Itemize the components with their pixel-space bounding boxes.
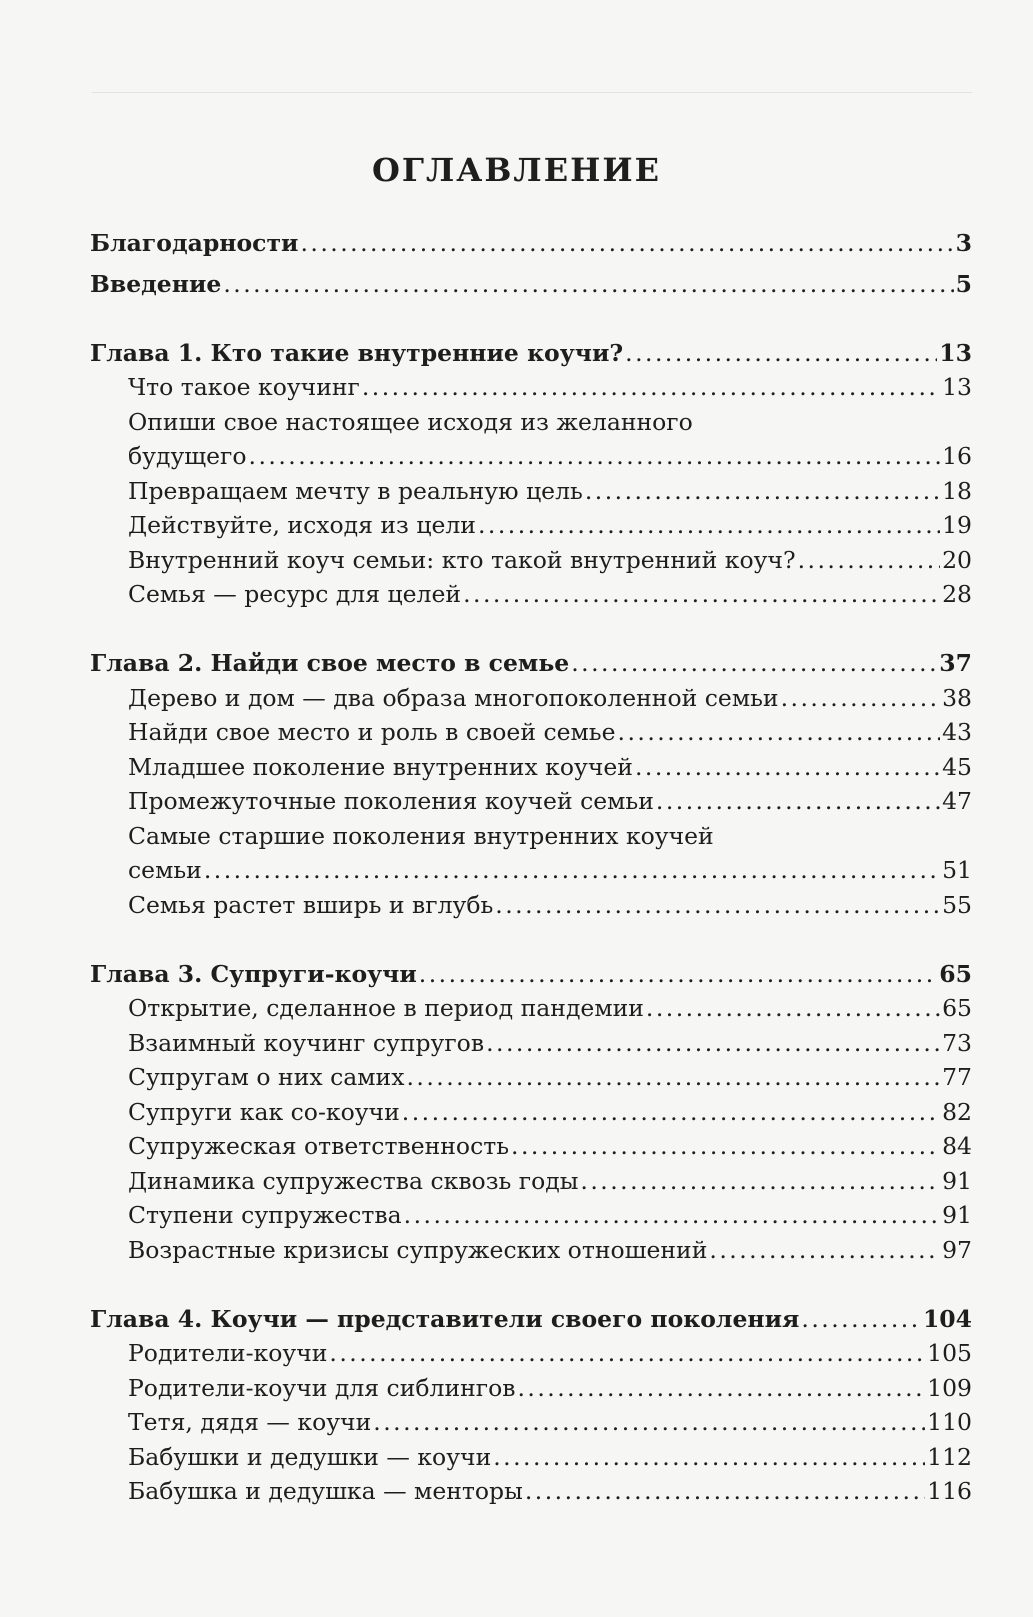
toc-dot-leader [404, 1198, 940, 1233]
toc-entry-label: семьи [128, 856, 202, 884]
toc-dot-leader [406, 1060, 940, 1095]
toc-page-number: 91 [942, 1166, 972, 1195]
toc-dot-leader [525, 1474, 925, 1509]
toc-section-entry [90, 1371, 972, 1406]
toc-section-entry [90, 715, 972, 750]
toc-entry-label: Глава 4. Коучи — представители своего поколения [90, 1304, 800, 1333]
toc-section-entry [90, 784, 972, 819]
toc-dot-leader [781, 681, 941, 716]
toc-spacer [90, 1267, 972, 1302]
toc-section-entry [90, 991, 972, 1026]
toc-section-entry [90, 1198, 972, 1233]
toc-entry-label: Действуйте, исходя из цели [128, 511, 476, 539]
toc-dot-leader [204, 853, 940, 888]
toc-dot-leader [580, 1164, 940, 1199]
toc-page-number: 112 [927, 1442, 972, 1471]
toc-page-number: 65 [939, 959, 972, 988]
toc-page-number: 73 [942, 1028, 972, 1057]
toc-dot-leader [517, 1371, 925, 1406]
toc-section-entry [90, 1405, 972, 1440]
toc-page-number: 20 [942, 545, 972, 574]
toc-entry-label: Открытие, сделанное в период пандемии [128, 994, 644, 1022]
toc-entry-label: Глава 3. Супруги-коучи [90, 959, 417, 988]
toc-page-number: 116 [927, 1477, 972, 1505]
toc-entry-label: Введение [90, 269, 222, 298]
toc-dot-leader [478, 508, 940, 543]
toc-page-number: 5 [955, 269, 972, 298]
toc-entry-label: Родители-коучи [128, 1339, 328, 1367]
toc-dot-leader [249, 439, 941, 474]
toc-page-number: 19 [942, 511, 972, 539]
toc-dot-leader [571, 646, 937, 681]
toc-entry-label: Возрастные кризисы супружеских отношений [128, 1235, 708, 1264]
toc-section-entry [90, 1474, 972, 1509]
toc-page-number: 91 [942, 1201, 972, 1229]
toc-entry-label: Опиши свое настоящее исходя из желанного [128, 407, 693, 436]
toc-chapter-entry [90, 957, 972, 992]
toc-section-entry [90, 1129, 972, 1164]
toc-entry-label: Благодарности [90, 229, 299, 257]
toc-dot-leader [493, 1440, 925, 1475]
toc-page-number: 109 [927, 1373, 972, 1402]
toc-entry-label: Что такое коучинг [128, 373, 360, 401]
toc-dot-leader [656, 784, 940, 819]
toc-section-entry [90, 750, 972, 785]
toc-page-number: 110 [927, 1408, 972, 1436]
toc-page-number: 104 [922, 1304, 972, 1333]
toc-page-number: 45 [942, 752, 972, 781]
toc-section-entry [90, 1095, 972, 1130]
toc-dot-leader [709, 1233, 940, 1268]
toc-dot-leader [625, 336, 937, 371]
toc-entry-label: Найди свое место и роль в своей семье [128, 718, 616, 746]
toc-page-number: 3 [955, 229, 972, 257]
toc-page-number: 37 [939, 649, 972, 677]
toc-dot-leader [463, 577, 940, 612]
toc-entry-label: будущего [128, 442, 247, 470]
toc-dot-leader [329, 1336, 925, 1371]
toc-entry-label: Супругам о них самих [128, 1063, 405, 1091]
toc-entry-label: Динамика супружества сквозь годы [128, 1166, 579, 1195]
toc-page-number: 51 [942, 856, 972, 884]
toc-entry-label: Супруги как со-коучи [128, 1097, 400, 1126]
page-title: ОГЛАВЛЕНИЕ [372, 151, 661, 189]
toc-page-number: 55 [942, 890, 972, 919]
toc-entry-label: Бабушки и дедушки — коучи [128, 1442, 492, 1471]
toc-page-number: 65 [942, 994, 972, 1022]
toc-page-number: 47 [942, 787, 972, 815]
toc-dot-leader [635, 750, 940, 785]
toc-section-entry [90, 577, 972, 612]
table-of-contents [90, 226, 972, 1509]
toc-chapter-entry [90, 267, 972, 302]
toc-page-number: 28 [942, 580, 972, 608]
toc-section-entry [90, 1336, 972, 1371]
toc-entry-label: Ступени супружества [128, 1201, 402, 1229]
toc-spacer [90, 301, 972, 336]
toc-section-entry [90, 405, 972, 440]
toc-dot-leader [585, 474, 940, 509]
toc-spacer [90, 612, 972, 647]
toc-page-number: 105 [927, 1339, 972, 1367]
toc-page-number: 43 [942, 718, 972, 746]
toc-section-entry [90, 370, 972, 405]
toc-section-entry [90, 853, 972, 888]
toc-chapter-entry [90, 226, 972, 261]
toc-dot-leader [223, 267, 953, 302]
toc-section-entry [90, 1233, 972, 1268]
toc-dot-leader [801, 1302, 921, 1337]
toc-section-entry [90, 543, 972, 578]
toc-entry-label: Дерево и дом — два образа многопоколенной семьи [128, 683, 779, 712]
toc-dot-leader [646, 991, 940, 1026]
toc-chapter-entry [90, 646, 972, 681]
toc-section-entry [90, 1440, 972, 1475]
toc-page-number: 16 [942, 442, 972, 470]
toc-entry-label: Семья — ресурс для целей [128, 580, 462, 608]
toc-entry-label: Бабушка и дедушка — менторы [128, 1477, 523, 1505]
toc-entry-label: Превращаем мечту в реальную цель [128, 476, 583, 505]
toc-entry-label: Самые старшие поколения внутренних коучей [128, 821, 714, 850]
toc-dot-leader [511, 1129, 940, 1164]
toc-page-number: 82 [942, 1097, 972, 1126]
toc-page-number: 84 [942, 1132, 972, 1160]
toc-dot-leader [300, 226, 953, 261]
toc-entry-label: Тетя, дядя — коучи [128, 1408, 372, 1436]
toc-page-number: 18 [942, 476, 972, 505]
toc-dot-leader [618, 715, 941, 750]
toc-entry-label: Взаимный коучинг супругов [128, 1028, 485, 1057]
toc-dot-leader [362, 370, 940, 405]
toc-section-entry [90, 474, 972, 509]
top-rule [92, 92, 972, 93]
toc-dot-leader [495, 888, 940, 923]
toc-spacer [90, 922, 972, 957]
toc-section-entry [90, 819, 972, 854]
toc-entry-label: Промежуточные поколения коучей семьи [128, 787, 654, 815]
toc-entry-label: Внутренний коуч семьи: кто такой внутренний коуч? [128, 545, 796, 574]
toc-dot-leader [798, 543, 941, 578]
toc-entry-label: Супружеская ответственность [128, 1132, 510, 1160]
toc-section-entry [90, 508, 972, 543]
toc-section-entry [90, 888, 972, 923]
toc-page-number: 97 [942, 1235, 972, 1264]
toc-entry-label: Родители-коучи для сиблингов [128, 1373, 516, 1402]
toc-entry-label: Младшее поколение внутренних коучей [128, 752, 633, 781]
toc-section-entry [90, 439, 972, 474]
toc-chapter-entry [90, 336, 972, 371]
toc-dot-leader [402, 1095, 940, 1130]
toc-dot-leader [373, 1405, 925, 1440]
toc-chapter-entry [90, 1302, 972, 1337]
toc-entry-label: Семья растет вширь и вглубь [128, 890, 494, 919]
toc-dot-leader [486, 1026, 940, 1061]
toc-entry-label: Глава 2. Найди свое место в семье [90, 649, 570, 677]
toc-section-entry [90, 1026, 972, 1061]
toc-section-entry [90, 1060, 972, 1095]
toc-page-number: 38 [942, 683, 972, 712]
toc-page-number: 13 [939, 338, 972, 367]
toc-entry-label: Глава 1. Кто такие внутренние коучи? [90, 338, 624, 367]
toc-dot-leader [419, 957, 938, 992]
toc-section-entry [90, 681, 972, 716]
toc-page-number: 13 [942, 373, 972, 401]
toc-section-entry [90, 1164, 972, 1199]
toc-page-number: 77 [942, 1063, 972, 1091]
